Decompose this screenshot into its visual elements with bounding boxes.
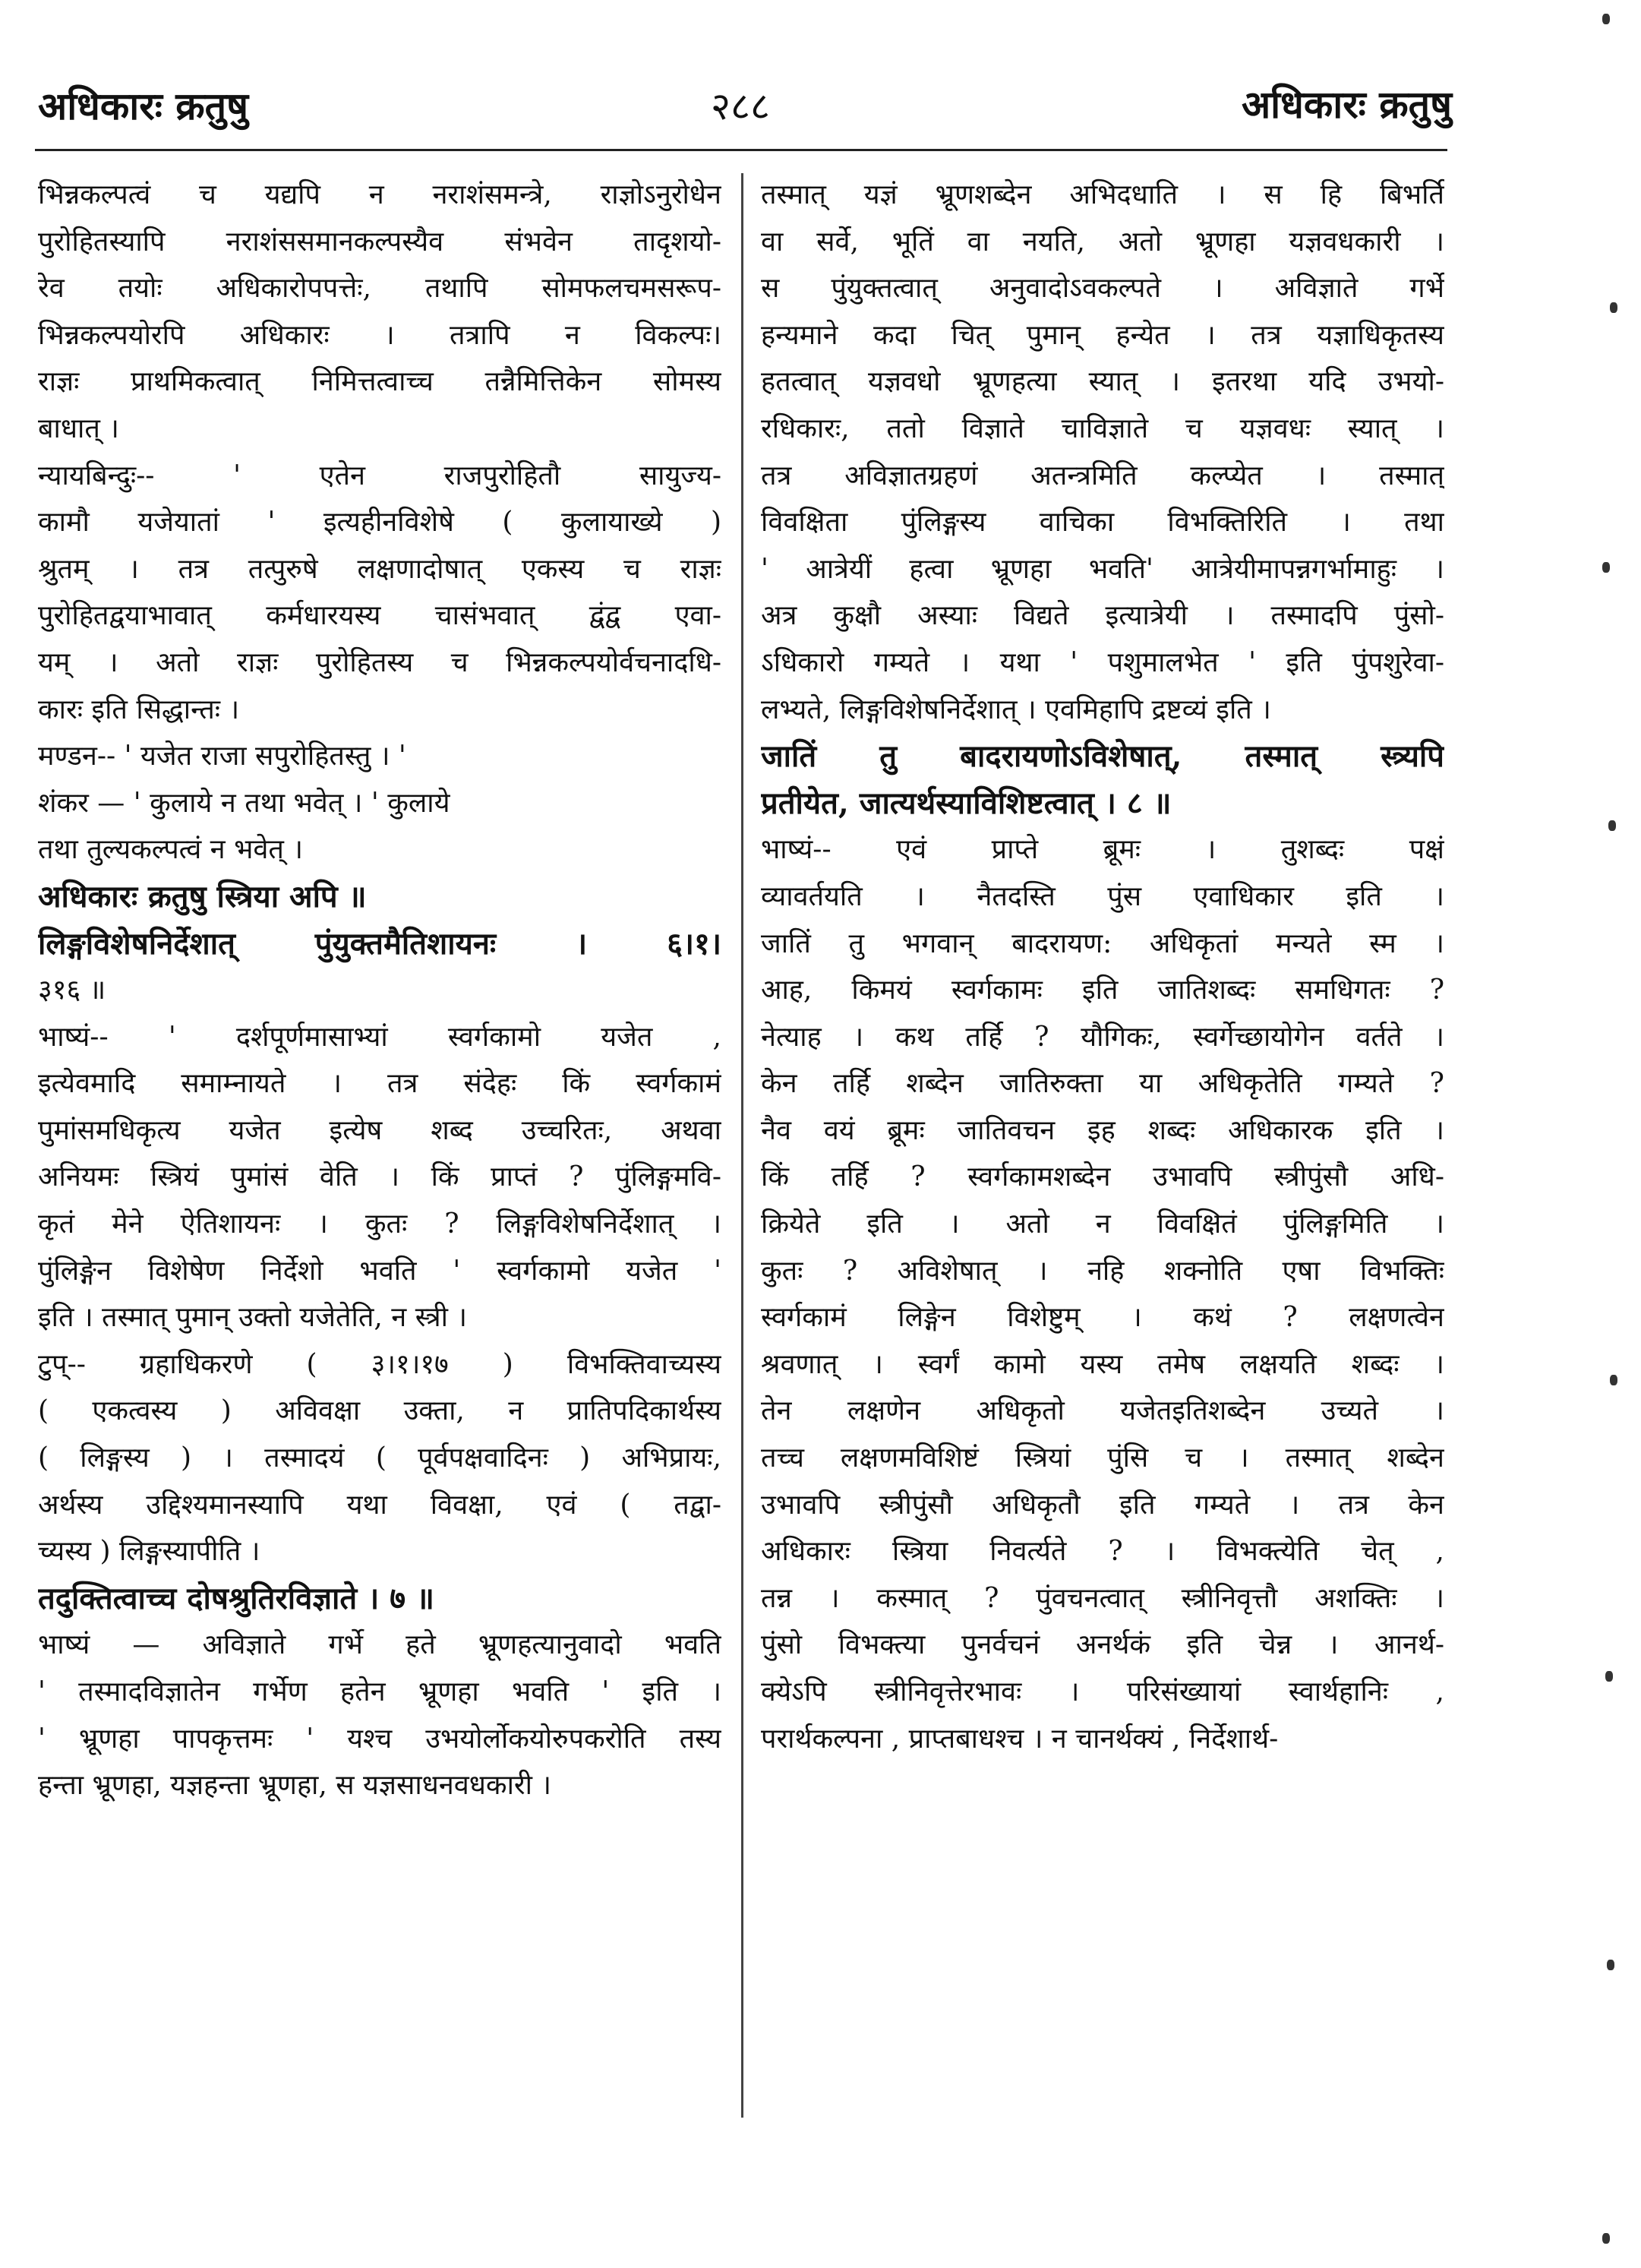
- text-line: तस्मात् यज्ञं भ्रूणशब्देन अभिदधाति । स हि बिभर्ति: [761, 179, 1444, 210]
- text-line: बाधात् ।: [38, 412, 119, 444]
- text-line: तत्र अविज्ञातग्रहणं अतन्त्रमिति कल्प्येत । तस्मात्: [761, 460, 1444, 491]
- text-line: भिन्नकल्पयोरपि अधिकारः । तत्रापि न विकल्पः।: [38, 319, 721, 351]
- text-line: ' आत्रेयीं हत्वा भ्रूणहा भवति' आत्रेयीमापन्नगर्भामाहुः ।: [761, 553, 1444, 585]
- scan-mark: [1602, 14, 1610, 24]
- text-line: न्यायबिन्दुः-- ' एतेन राजपुरोहितौ सायुज्य-: [38, 460, 721, 491]
- text-line: भाष्यं-- एवं प्राप्ते ब्रूमः । तुशब्दः पक्षं: [761, 834, 1444, 866]
- text-line: पुरोहितस्यापि नराशंससमानकल्पस्यैव संभवेन तादृशयो-: [38, 226, 721, 257]
- text-line: स पुंयुक्तत्वात् अनुवादोऽवकल्पते । अविज्ञाते गर्भे: [761, 273, 1444, 305]
- text-line: रेव तयोः अधिकारोपपत्तेः, तथापि सोमफलचमसरूप-: [38, 273, 721, 305]
- text-line: यम् । अतो राज्ञः पुरोहितस्य च भिन्नकल्पयोर्वचनादधि-: [38, 646, 721, 678]
- text-line: पुंलिङ्गेन विशेषेण निर्देशो भवति ' स्वर्गकामो यजेत ': [38, 1255, 721, 1287]
- text-line: तेन लक्षणेन अधिकृतो यजेतइतिशब्देन उच्यते ।: [761, 1395, 1444, 1427]
- text-line: अर्थस्य उद्दिश्यमानस्यापि यथा विवक्षा, एवं ( तद्वा-: [38, 1489, 721, 1521]
- text-line: स्वर्गकामं लिङ्गेन विशेष्टुम् । कथं ? लक्षणत्वेन: [761, 1302, 1444, 1334]
- scan-mark: [1607, 1960, 1614, 1970]
- text-line: जातिं तु बादरायणोऽविशेषात्, तस्मात् स्त्र्यपि: [761, 738, 1444, 775]
- text-line: उभावपि स्त्रीपुंसौ अधिकृतौ इति गम्यते । तत्र केन: [761, 1489, 1444, 1521]
- text-line: प्रतीयेत, जात्यर्थस्याविशिष्टत्वात् । ८ ॥: [761, 785, 1172, 821]
- text-line: पुंसो विभक्त्या पुनर्वचनं अनर्थकं इति चेन्न । आनर्थ-: [761, 1629, 1444, 1661]
- text-line: कामौ यजेयातां ' इत्यहीनविशेषे ( कुलायाख्ये ): [38, 507, 721, 539]
- text-line: तन्न । कस्मात् ? पुंवचनत्वात् स्त्रीनिवृत्तौ अशक्तिः ।: [761, 1582, 1444, 1614]
- header-right-title: अधिकारः क्रतुषु: [1241, 83, 1452, 127]
- text-line: जातिं तु भगवान् बादरायण: अधिकृतां मन्यते स्म ।: [761, 927, 1444, 959]
- text-line: ऽधिकारो गम्यते । यथा ' पशुमालभेत ' इति पुंपशुरेवा-: [761, 646, 1444, 678]
- text-line: नैव वयं ब्रूमः जातिवचन इह शब्दः अधिकारक इति ।: [761, 1114, 1444, 1146]
- text-line: केन तर्हि शब्देन जातिरुक्ता या अधिकृतेति गम्यते ?: [761, 1068, 1444, 1100]
- text-line: परार्थकल्पना , प्राप्तबाधश्च । न चानर्थक्यं , निर्देशार्थ-: [761, 1723, 1279, 1755]
- text-line: तदुक्तित्वाच्च दोषश्रुतिरविज्ञाते । ७ ॥: [38, 1580, 434, 1616]
- text-line: रधिकारः, ततो विज्ञाते चाविज्ञाते च यज्ञवधः स्यात् ।: [761, 412, 1444, 444]
- scan-mark: [1602, 562, 1610, 573]
- text-line: अनियमः स्त्रियं पुमांसं वेति । किं प्राप्तं ? पुंलिङ्गमवि-: [38, 1161, 721, 1193]
- text-line: वा सर्वे, भूतिं वा नयति, अतो भ्रूणहा यज्ञवधकारी ।: [761, 226, 1444, 257]
- text-line: कारः इति सिद्धान्तः ।: [38, 693, 240, 725]
- scan-mark: [1610, 302, 1617, 313]
- text-line: भाष्यं-- ' दर्शपूर्णमासाभ्यां स्वर्गकामो यजेत ,: [38, 1021, 721, 1053]
- scan-mark: [1608, 820, 1616, 831]
- text-line: कुतः ? अविशेषात् । नहि शक्नोति एषा विभक्तिः: [761, 1255, 1444, 1287]
- text-line: ( एकत्वस्य ) अविवक्षा उक्ता, न प्रातिपदिकार्थस्य: [38, 1395, 721, 1427]
- text-line: कृतं मेने ऐतिशायनः । कुतः ? लिङ्गविशेषनिर्देशात् ।: [38, 1208, 721, 1240]
- scan-mark: [1610, 1375, 1617, 1385]
- scan-mark: [1602, 2233, 1610, 2244]
- text-line: अधिकारः स्त्रिया निवर्त्यते ? । विभक्त्येति चेत् ,: [761, 1536, 1444, 1568]
- scan-mark: [1605, 1671, 1613, 1682]
- header-rule: [35, 149, 1447, 151]
- text-line: लिङ्गविशेषनिर्देशात् पुंयुक्तमैतिशायनः । ६।१।: [38, 925, 721, 962]
- text-line: श्रुतम् । तत्र तत्पुरुषे लक्षणादोषात् एकस्य च राज्ञः: [38, 553, 721, 585]
- page-number: २८८: [711, 84, 770, 128]
- text-line: भाष्यं — अविज्ञाते गर्भे हते भ्रूणहत्यानुवादो भवति: [38, 1629, 721, 1661]
- text-line: पुमांसमधिकृत्य यजेत इत्येष शब्द उच्चरितः, अथवा: [38, 1114, 721, 1146]
- text-line: हन्यमाने कदा चित् पुमान् हन्येत । तत्र यज्ञाधिकृतस्य: [761, 319, 1444, 351]
- text-line: इति । तस्मात् पुमान् उक्तो यजेतेति, न स्त्री ।: [38, 1302, 467, 1334]
- text-line: टुप्-- ग्रहाधिकरणे ( ३।१।१७ ) विभक्तिवाच्यस्य: [38, 1348, 721, 1380]
- header-left-title: अधिकारः क्रतुषु: [38, 84, 249, 128]
- left-column: [38, 172, 721, 1809]
- scan-margin-marks: [1579, 0, 1633, 2268]
- text-line: ३१६ ॥: [38, 974, 106, 1006]
- text-line: च्यस्य ) लिङ्गस्यापीति ।: [38, 1536, 260, 1568]
- text-line: आह, किमयं स्वर्गकामः इति जातिशब्दः समधिगतः ?: [761, 974, 1444, 1006]
- text-line: नेत्याह । कथ तर्हि ? यौगिकः, स्वर्गेच्छायोगेन वर्तते ।: [761, 1021, 1444, 1053]
- text-line: ' तस्मादविज्ञातेन गर्भेण हतेन भ्रूणहा भवति ' इति ।: [38, 1676, 721, 1707]
- text-line: अधिकारः क्रतुषु स्त्रिया अपि ॥: [38, 878, 367, 914]
- text-line: क्येऽपि स्त्रीनिवृत्तेरभावः । परिसंख्यायां स्वार्थहानिः ,: [761, 1676, 1444, 1707]
- text-line: शंकर — ' कुलाये न तथा भवेत् । ' कुलाये: [38, 787, 450, 819]
- right-column: [761, 172, 1444, 1762]
- text-line: तच्च लक्षणमविशिष्टं स्त्रियां पुंसि च । तस्मात् शब्देन: [761, 1442, 1444, 1474]
- text-line: श्रवणात् । स्वर्गं कामो यस्य तमेष लक्षयति शब्दः ।: [761, 1348, 1444, 1380]
- column-divider: [741, 173, 743, 2118]
- text-line: अत्र कुक्षौ अस्याः विद्यते इत्यात्रेयी । तस्मादपि पुंसो-: [761, 600, 1444, 632]
- running-header: [27, 70, 1470, 131]
- text-line: व्यावर्तयति । नैतदस्ति पुंस एवाधिकार इति ।: [761, 880, 1444, 912]
- text-line: तथा तुल्यकल्पत्वं न भवेत् ।: [38, 834, 304, 866]
- text-line: राज्ञः प्राथमिकत्वात् निमित्तत्वाच्च तन्नैमित्तिकेन सोमस्य: [38, 366, 721, 398]
- text-line: मण्डन-- ' यजेत राजा सपुरोहितस्तु । ': [38, 741, 406, 772]
- text-line: ( लिङ्गस्य ) । तस्मादयं ( पूर्वपक्षवादिनः ) अभिप्रायः,: [38, 1442, 721, 1474]
- text-line: हतत्वात् यज्ञवधो भ्रूणहत्या स्यात् । इतरथा यदि उभयो-: [761, 366, 1444, 398]
- text-line: विवक्षिता पुंलिङ्गस्य वाचिका विभक्तिरिति । तथा: [761, 507, 1444, 539]
- text-line: लभ्यते, लिङ्गविशेषनिर्देशात् । एवमिहापि द्रष्टव्यं इति ।: [761, 693, 1271, 725]
- text-line: भिन्नकल्पत्वं च यद्यपि न नराशंसमन्त्रे, राज्ञोऽनुरोधेन: [38, 179, 721, 210]
- text-line: पुरोहितद्वयाभावात् कर्मधारयस्य चासंभवात् द्वंद्व एवा-: [38, 600, 721, 632]
- text-line: इत्येवमादि समाम्नायते । तत्र संदेहः किं स्वर्गकामं: [38, 1068, 721, 1100]
- text-line: किं तर्हि ? स्वर्गकामशब्देन उभावपि स्त्रीपुंसौ अधि-: [761, 1161, 1444, 1193]
- text-line: हन्ता भ्रूणहा, यज्ञहन्ता भ्रूणहा, स यज्ञसाधनवधकारी ।: [38, 1770, 552, 1802]
- text-line: ' भ्रूणहा पापकृत्तमः ' यश्च उभयोर्लोकयोरुपकरोति तस्य: [38, 1723, 721, 1755]
- text-line: क्रियेते इति । अतो न विवक्षितं पुंलिङ्गमिति ।: [761, 1208, 1444, 1240]
